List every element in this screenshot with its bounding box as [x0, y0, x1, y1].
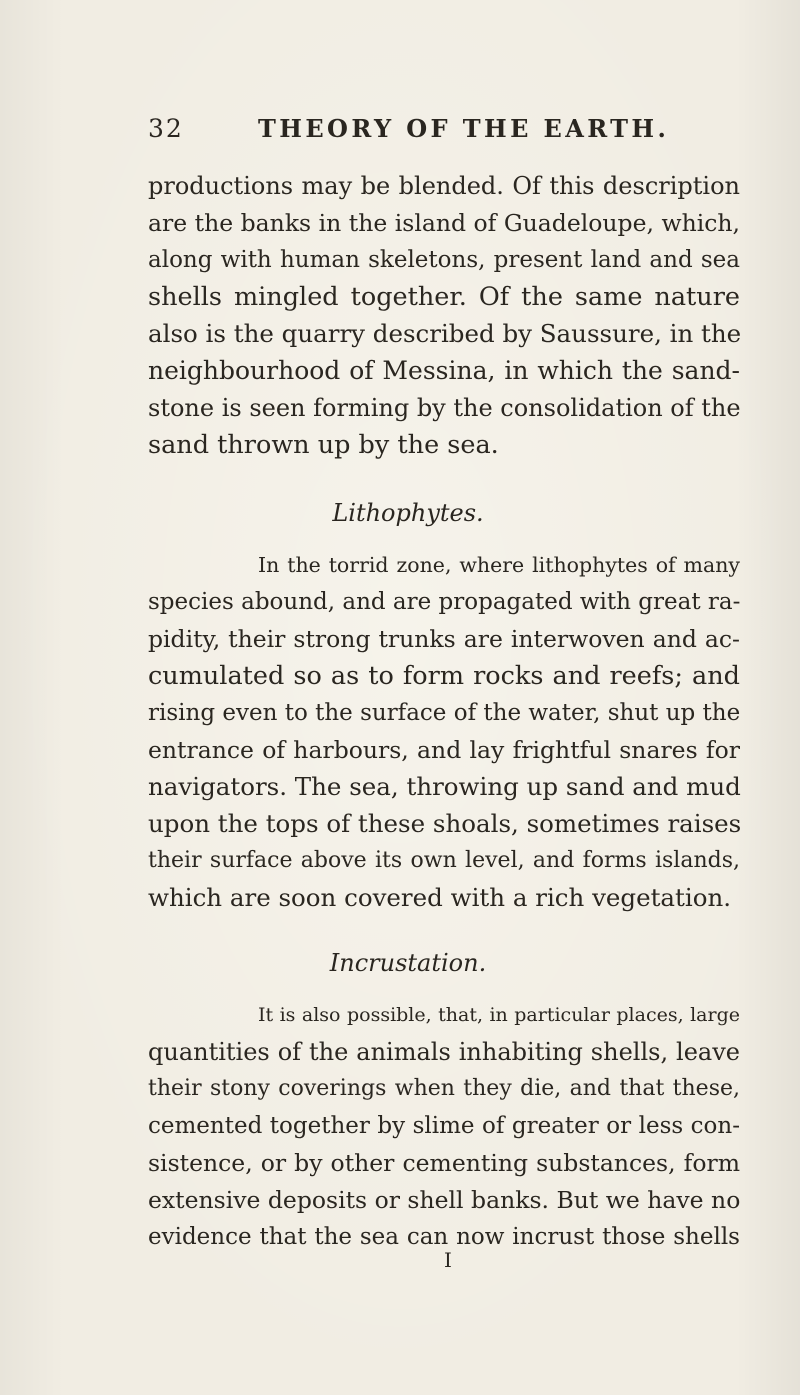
- text-line: productions may be blended. Of this description: [148, 172, 740, 200]
- text-line: species abound, and are propagated with great ra-: [148, 589, 741, 615]
- text-line: evidence that the sea can now incrust those shells: [148, 1224, 740, 1250]
- text-line: quantities of the animals inhabiting shells, leave: [148, 1038, 740, 1066]
- text-line: their stony coverings when they die, and that these,: [148, 1076, 740, 1101]
- text-line: stone is seen forming by the consolidation of the: [148, 394, 741, 422]
- text-line: also is the quarry described by Saussure, in the: [148, 319, 742, 348]
- text-line: sand thrown up by the sea.: [148, 430, 499, 460]
- text-line: along with human skeletons, present land and sea: [148, 247, 740, 273]
- text-line: sistence, or by other cementing substances, form: [148, 1149, 740, 1177]
- text-line: are the banks in the island of Guadeloupe, which,: [148, 209, 740, 237]
- text-line: shells mingled together. Of the same nature: [148, 282, 740, 312]
- text-line: cumulated so as to form rocks and reefs; and: [148, 661, 740, 691]
- text-line: which are soon covered with a rich vegetation.: [148, 883, 732, 912]
- text-line: It is also possible, that, in particular places, large: [258, 1004, 740, 1026]
- text-line: In the torrid zone, where lithophytes of many: [258, 553, 740, 577]
- section-heading-lithophytes: Lithophytes.: [332, 499, 484, 527]
- text-line: neighbourhood of Messina, in which the sand-: [148, 356, 740, 385]
- running-head-title: THEORY OF THE EARTH.: [258, 114, 670, 143]
- text-line: their surface above its own level, and forms islands,: [148, 848, 740, 873]
- page-number: 32: [148, 114, 184, 143]
- text-line: navigators. The sea, throwing up sand and mud: [148, 772, 741, 801]
- text-line: pidity, their strong trunks are interwoven and ac-: [148, 625, 740, 653]
- text-line: rising even to the surface of the water, shut up the: [148, 700, 741, 726]
- text-line: upon the tops of these shoals, sometimes raises: [148, 809, 742, 838]
- text-line: cemented together by slime of greater or less con-: [148, 1113, 740, 1139]
- text-line: extensive deposits or shell banks. But we have no: [148, 1186, 741, 1214]
- signature-mark: I: [444, 1248, 452, 1272]
- text-line: entrance of harbours, and lay frightful snares for: [148, 736, 740, 764]
- section-heading-incrustation: Incrustation.: [329, 949, 487, 977]
